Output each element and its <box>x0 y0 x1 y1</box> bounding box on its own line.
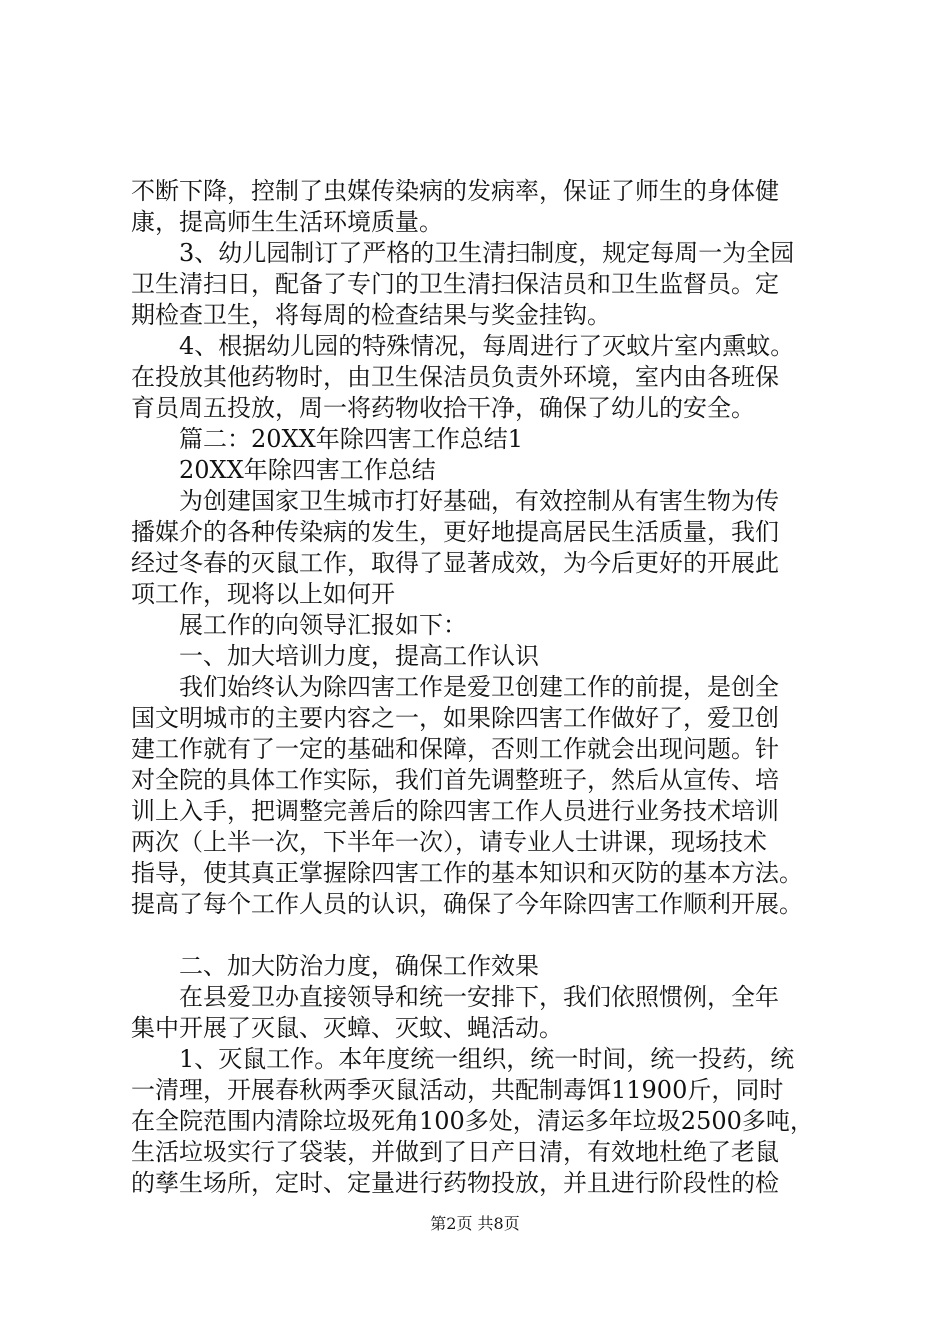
text-line: 建工作就有了一定的基础和保障，否则工作就会出现问题。针 <box>131 735 779 763</box>
text-line: 对全院的具体工作实际，我们首先调整班子，然后从宣传、培 <box>131 766 779 794</box>
text-line: 在投放其他药物时，由卫生保洁员负责外环境，室内由各班保 <box>131 363 779 391</box>
section-heading: 二、加大防治力度，确保工作效果 <box>131 952 539 980</box>
text-line: 1、灭鼠工作。本年度统一组织，统一时间，统一投药，统 <box>131 1045 795 1073</box>
text-line: 育员周五投放，周一将药物收拾干净，确保了幼儿的安全。 <box>131 394 755 422</box>
text-line: 两次（上半一次，下半年一次），请专业人士讲课，现场技术 <box>131 828 767 856</box>
text-line: 展工作的向领导汇报如下： <box>131 611 467 639</box>
text-line: 指导，使其真正掌握除四害工作的基本知识和灭防的基本方法。 <box>131 859 803 887</box>
text-line: 康，提高师生生活环境质量。 <box>131 208 443 236</box>
text-line: 播媒介的各种传染病的发生，更好地提高居民生活质量，我们 <box>131 518 779 546</box>
text-line: 卫生清扫日，配备了专门的卫生清扫保洁员和卫生监督员。定 <box>131 270 779 298</box>
text-line: 国文明城市的主要内容之一，如果除四害工作做好了，爱卫创 <box>131 704 779 732</box>
text-line: 项工作，现将以上如何开 <box>131 580 395 608</box>
text-line: 在全院范围内清除垃圾死角100多处，清运多年垃圾2500多吨， <box>131 1107 814 1135</box>
text-line: 我们始终认为除四害工作是爱卫创建工作的前提，是创全 <box>131 673 779 701</box>
document-body <box>131 176 831 1199</box>
page-number: 第2页 共8页 <box>430 1214 520 1233</box>
blank-line <box>131 920 831 951</box>
section-heading: 篇二：20XX年除四害工作总结1 <box>131 425 523 453</box>
section-heading: 一、加大培训力度，提高工作认识 <box>131 642 539 670</box>
text-line: 期检查卫生，将每周的检查结果与奖金挂钩。 <box>131 301 611 329</box>
text-line: 4、根据幼儿园的特殊情况，每周进行了灭蚊片室内熏蚊。 <box>131 332 795 360</box>
text-line: 一清理，开展春秋两季灭鼠活动，共配制毒饵11900斤，同时 <box>131 1076 784 1104</box>
document-title: 20XX年除四害工作总结 <box>131 456 436 484</box>
text-line: 训上入手，把调整完善后的除四害工作人员进行业务技术培训 <box>131 797 779 825</box>
text-line: 提高了每个工作人员的认识，确保了今年除四害工作顺利开展。 <box>131 890 803 918</box>
text-line: 经过冬春的灭鼠工作，取得了显著成效，为今后更好的开展此 <box>131 549 779 577</box>
text-line: 集中开展了灭鼠、灭蟑、灭蚊、蝇活动。 <box>131 1014 563 1042</box>
text-line: 的孳生场所，定时、定量进行药物投放，并且进行阶段性的检 <box>131 1169 779 1197</box>
text-line: 在县爱卫办直接领导和统一安排下，我们依照惯例，全年 <box>131 983 779 1011</box>
text-line: 为创建国家卫生城市打好基础，有效控制从有害生物为传 <box>131 487 779 515</box>
text-line: 生活垃圾实行了袋装，并做到了日产日清，有效地杜绝了老鼠 <box>131 1138 779 1166</box>
text-line: 不断下降，控制了虫媒传染病的发病率，保证了师生的身体健 <box>131 177 779 205</box>
text-line: 3、幼儿园制订了严格的卫生清扫制度，规定每周一为全园 <box>131 239 795 267</box>
